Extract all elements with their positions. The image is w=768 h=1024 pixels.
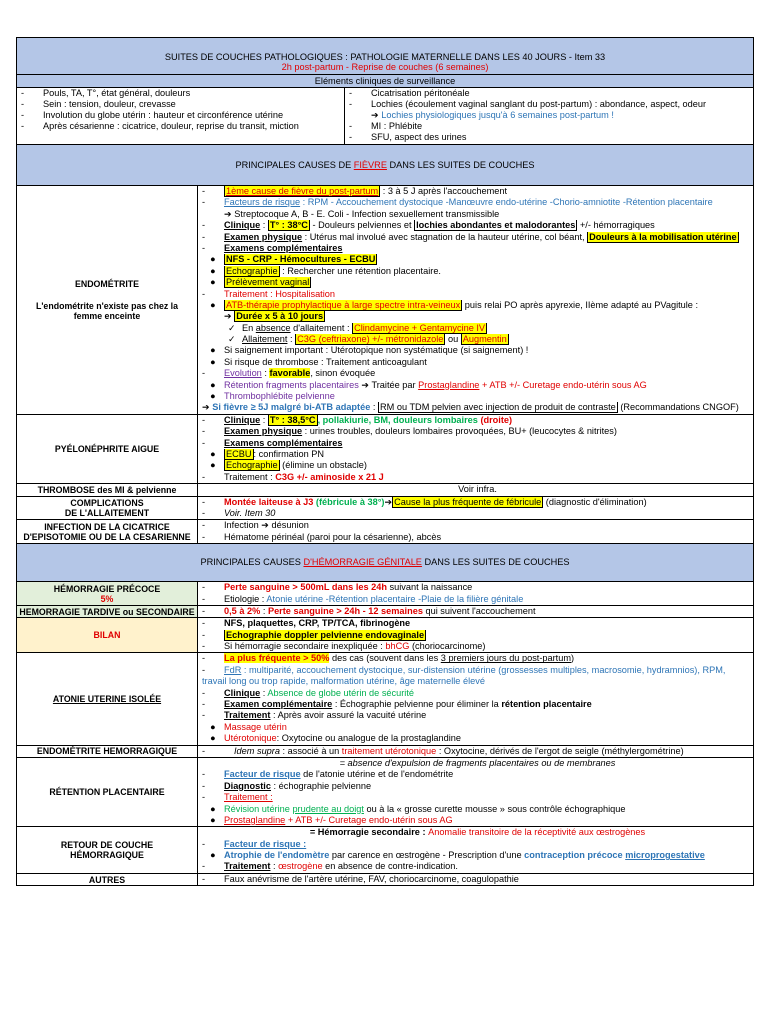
hemorragie-tardive-row: [17, 605, 753, 617]
bullet-icon: ●: [210, 254, 216, 265]
arrow-icon: ➔: [202, 402, 210, 413]
bullet-icon: ●: [210, 356, 216, 367]
bullet-icon: ●: [210, 277, 216, 288]
allaitement-row: [17, 496, 753, 520]
bullet-icon: ●: [210, 345, 216, 356]
retention-row: [17, 757, 753, 826]
bilan-row: [17, 617, 753, 652]
endometrite-label: ENDOMÉTRITE L'endométrite n'existe pas chez la femme enceinte: [17, 186, 198, 414]
bullet-icon: ●: [210, 379, 216, 390]
endometrite-hemorragique-label: ENDOMÉTRITE HEMORRAGIQUE: [17, 746, 198, 757]
list-item: - SFU, aspect des urines: [349, 132, 467, 142]
surveillance-block: [17, 88, 753, 145]
bullet-icon: ●: [210, 299, 216, 310]
hemorragie-precoce-content: - Perte sanguine > 500mL dans les 24h suivant la naissance - Etiologie : Atonie utérine -Rétention placentaire -Plaie de la filière génitale: [202, 582, 524, 604]
allaitement-label: COMPLICATIONS DE L'ALLAITEMENT: [17, 497, 198, 520]
surveillance-left-list: [17, 88, 345, 144]
retour-content: = Hémorragie secondaire : Anomalie transitoire de la réceptivité aux œstrogènes - Facteur de risque : ● Atrophie de l'endomètre par carence en œstrogène - Prescription d'une contraception précoce microprogestative - Traitement : œstrogène en absence de contre-indication.: [202, 827, 705, 872]
course-sheet: [16, 37, 754, 886]
check-icon: ✓: [228, 334, 236, 345]
list-item: - Involution du globe utérin : hauteur et circonférence utérine: [21, 110, 284, 120]
cicatrice-row: [17, 519, 753, 543]
fever-section-header: PRINCIPALES CAUSES DE FIÈVRE DANS LES SUITES DE COUCHES: [17, 145, 753, 186]
list-item: ➔ Lochies physiologiques jusqu'à 6 semaines post-partum !: [371, 110, 614, 120]
check-icon: ✓: [228, 322, 236, 333]
bullet-icon: ●: [210, 460, 216, 471]
cicatrice-content: - Infection ➔ désunion - Hématome périnéal (paroi pour la césarienne), abcès: [202, 520, 442, 542]
arrow-icon: ➔: [384, 496, 393, 507]
arrow-icon: ➔: [224, 311, 232, 322]
bullet-icon: ●: [210, 448, 216, 459]
bullet-icon: ●: [210, 814, 216, 825]
hemorragie-precoce-row: [17, 582, 753, 605]
hemorrhage-section-header: PRINCIPALES CAUSES D'HÉMORRAGIE GÉNITALE DANS LES SUITES DE COUCHES: [17, 543, 753, 582]
bullet-icon: ●: [210, 265, 216, 276]
hemorragie-tardive-label: HEMORRAGIE TARDIVE ou SECONDAIRE: [17, 606, 198, 617]
bullet-icon: ●: [210, 850, 216, 861]
hemorragie-precoce-label: HÉMORRAGIE PRÉCOCE 5%: [17, 582, 198, 605]
atonie-content: - La plus fréquente > 50% des cas (souvent dans les 3 premiers jours du post-partum) - FdR : multiparité, accouchement dystocique, sur-distension utérine (grossesses multiples, macrosomie, hydramnios), RPM, travail long ou trop rapide, malformation utérine, âge maternelle élevé - Clinique : Absence de globe utérin de sécurité - Examen complémentaire : Échographie pelvienne pour éliminer la rétention placentaire - Traitement : Après avoir assuré la vacuité utérine ● Massage utérin ● Utérotonique: Oxytocine ou analogue de la prostaglandine: [202, 653, 726, 744]
retour-label: RETOUR DE COUCHE HÉMORRAGIQUE: [17, 827, 198, 873]
pyelonephrite-content: - Clinique : T° : 38,5°C , pollakiurie, BM, douleurs lombaires (droite) - Examen physique : urines troubles, douleurs lombaires provoquées, BU+ (leucocytes & nitrites) - Examens complémentaires ● ECBU : confirmation PN ● Echographie (élimine un obstacle) - Traitement : C3G +/- aminoside x 21 J: [202, 414, 617, 482]
bullet-icon: ●: [210, 733, 216, 744]
list-item: - Lochies (écoulement vaginal sanglant du post-partum) : abondance, aspect, odeur: [349, 99, 707, 109]
endometrite-row: [17, 186, 753, 414]
list-item: - Après césarienne : cicatrice, douleur, reprise du transit, miction: [21, 121, 299, 131]
hemorragie-tardive-content: - 0,5 à 2% : Perte sanguine > 24h - 12 semaines qui suivent l'accouchement: [202, 605, 536, 616]
arrow-icon: ➔: [261, 520, 269, 531]
sheet-header: [17, 38, 753, 88]
thrombose-row: [17, 483, 753, 495]
autres-label: AUTRES: [17, 874, 198, 885]
autres-row: [17, 873, 753, 885]
allaitement-content: - Montée laiteuse à J3 (fébricule à 38°)➔ Cause la plus fréquente de fébricule (diagnostic d'élimination) - Voir. Item 30: [202, 496, 647, 518]
endometrite-content: - 1ème cause de fièvre du post-partum : 3 à 5 J après l'accouchement - Facteurs de risque : RPM - Accouchement dystocique -Manœuvre endo-utérine -Chorio-amniotite -Rétention placentaire ➔ Streptocoque A, B - E. Coli - Infection sexuellement transmissible - Clinique : T° : 38°C - Douleurs pelviennes et lochies abondantes et malodorantes +/- hémorragiques - Examen physique : Utérus mal involué avec stagnation de la hauteur utérine, col béant, Douleurs à la mobilisation utérine - Examens complémentaires ● NFS - CRP - Hémocultures - ECBU ● Echographie : Rechercher une rétention placentaire. ● Prélèvement vaginal - Traitement : Hospitalisation ● ATB-thérapie prophylactique à large spectre intra-veineux puis relai PO après apyrexie, IIème adapté au PVagitule : ➔ Durée x 5 à 10 jours ✓ En absence d'allaitement : Clindamycine + Gentamycine IV ✓ Allaitement : C3G (ceftriaxone) +/- métronidazole ou Augmentin ● Si saignement important : Utérotopique non systématique (si saignement) ! ● Si risque de thrombose : Traitement anticoagulant - Evolution : favorable, sinon évoquée ● Rétention fragments placentaires ➔ Traitée par Prostaglandine + ATB +/- Curetage endo-utérin sous AG ● Thrombophlébite pelvienne ➔ Si fièvre ≥ 5J malgré bi-ATB adaptée : RM ou TDM pelvien avec injection de produit de contraste (Recommandations CNGOF): [202, 186, 739, 413]
sheet-subtitle: 2h post-partum - Reprise de couches (6 semaines): [281, 62, 489, 72]
list-item: - Cicatrisation péritonéale: [349, 88, 470, 98]
arrow-icon: ➔: [224, 208, 232, 219]
list-item: - Pouls, TA, T°, état général, douleurs: [21, 88, 191, 98]
list-item: - MI : Phlébite: [349, 121, 423, 131]
endometrite-hemorragique-row: [17, 745, 753, 757]
surveillance-right-list: [345, 88, 753, 144]
autres-content: - Faux anévrisme de l'artère utérine, FAV, choriocarcinome, coagulopathie: [202, 873, 519, 884]
thrombose-content: Voir infra.: [458, 484, 497, 495]
arrow-icon: ➔: [371, 110, 379, 120]
list-item: - Sein : tension, douleur, crevasse: [21, 99, 176, 109]
retention-label: RÉTENTION PLACENTAIRE: [17, 758, 198, 826]
bilan-content: - NFS, plaquettes, CRP, TP/TCA, fibrinogène - Echographie doppler pelvienne endovaginale - Si hémorragie secondaire inexpliquée : bhCG (choriocarcinome): [202, 618, 486, 652]
sheet-title: SUITES DE COUCHES PATHOLOGIQUES : PATHOLOGIE MATERNELLE DANS LES 40 JOURS - Item 33: [164, 52, 606, 62]
bilan-label: BILAN: [17, 618, 198, 652]
atonie-row: [17, 652, 753, 744]
bullet-icon: ●: [210, 803, 216, 814]
pyelonephrite-row: [17, 414, 753, 483]
bullet-icon: ●: [210, 721, 216, 732]
atonie-label: ATONIE UTERINE ISOLÉE: [17, 653, 198, 744]
cicatrice-label: INFECTION DE LA CICATRICE D'EPISOTOMIE OU DE LA CESARIENNE: [17, 520, 198, 543]
endometrite-note: L'endométrite n'existe pas chez la femme enceinte: [35, 300, 179, 321]
surveillance-title: Eléments cliniques de surveillance: [17, 74, 753, 87]
bullet-icon: ●: [210, 391, 216, 402]
endometrite-hemorragique-content: - Idem supra : associé à un traitement utérotonique : Oxytocine, dérivés de l'ergot de seigle (méthylergométrine): [202, 745, 684, 756]
retour-row: [17, 826, 753, 873]
pyelonephrite-label: PYÉLONÉPHRITE AIGUE: [17, 415, 198, 483]
retention-content: = absence d'expulsion de fragments placentaires ou de membranes - Facteur de risque de l'atonie utérine et de l'endométrite - Diagnostic : échographie pelvienne - Traitement : ● Révision utérine prudente au doigt ou à la « grosse curette mousse » sous contrôle échographique ● Prostaglandine + ATB +/- Curetage endo-utérin sous AG: [202, 757, 626, 825]
thrombose-label: THROMBOSE des MI & pelvienne: [17, 484, 198, 495]
arrow-icon: ➔: [361, 379, 370, 390]
